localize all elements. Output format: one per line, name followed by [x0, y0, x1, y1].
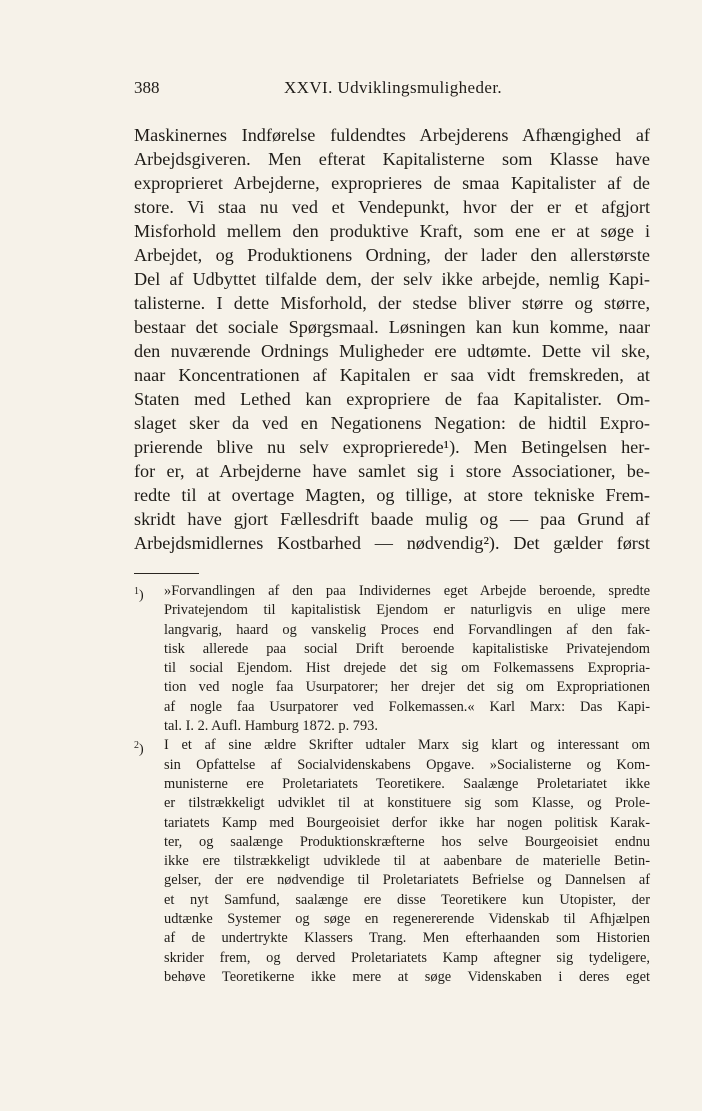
body-line: talisterne. I dette Misforhold, der stedse bliver større og større,	[134, 293, 650, 313]
footnote-line: munisterne ere Proletariatets Teoretikere. Saalænge Proletariatet ikke	[164, 775, 650, 792]
body-line: naar Koncentrationen af Kapitalen er saa vidt fremskreden, at	[134, 365, 650, 385]
footnote	[134, 582, 650, 736]
footnote-line: »Forvandlingen af den paa Individernes eget Arbejde beroende, spredte	[164, 583, 650, 599]
footnote-line: er tilstrækkeligt udviklet til at konstituere sig som Klasse, og Prole-	[164, 795, 650, 812]
footnote-number: 1	[134, 586, 139, 597]
body-line: Maskinernes Indførelse fuldendtes Arbejderens Afhængighed af	[134, 125, 650, 145]
body-line: store. Vi staa nu ved et Vendepunkt, hvor der er et afgjort	[134, 197, 650, 217]
body-line: for er, at Arbejderne have samlet sig i store Associationer, be-	[134, 461, 650, 481]
footnote-line: et nyt Samfund, saalænge ere disse Teoretikere kun Utopister, der	[164, 891, 650, 908]
footnote-line: tisk allerede paa social Drift beroende kapitalistiske Privatejendom	[164, 640, 650, 657]
footnote-line: udtænke Systemer og søge en regenererende Videnskab til Afhjælpen	[164, 911, 650, 928]
footnote-line: af nogle faa Usurpatorer ved Folkemassen.« Karl Marx: Das Kapi-	[164, 698, 650, 715]
footnote-marker: $^1$)	[134, 586, 144, 603]
footnote-line: Privatejendom til kapitalistisk Ejendom er naturligvis en ulige mere	[164, 602, 650, 619]
footnote-line: behøve Teoretikerne ikke mere at søge Videnskaben i deres eget	[164, 968, 650, 985]
footnote-line: ter, og saalænge Produktionskræfterne hos selve Bourgeoisiet endnu	[164, 833, 650, 850]
footnote-line: tal. I. 2. Aufl. Hamburg 1872. p. 793.	[164, 718, 378, 735]
body-line: prierende blive nu selv exproprierede¹). Men Betingelsen her-	[134, 437, 650, 457]
footnote-line: skrider frem, og derved Proletariatets Kamp aftegner sig tydeligere,	[164, 949, 650, 966]
body-line: Del af Udbyttet tilfalde dem, der selv ikke arbejde, nemlig Kapi-	[134, 269, 650, 289]
footnote-line: I et af sine ældre Skrifter udtaler Marx sig klart og interessant om	[164, 737, 650, 754]
body-line: Arbejdsgiveren. Men efterat Kapitalisterne som Klasse have	[134, 149, 650, 169]
footnote-line: langvarig, haard og vanskelig Proces end Forvandlingen af den fak-	[164, 621, 650, 638]
footnote-line: tion ved nogle faa Usurpatorer; her drejer det sig om Expropriationen	[164, 679, 650, 696]
footnote-line: sin Opfattelse af Socialvidenskabens Opgave. »Socialisterne og Kom-	[164, 756, 650, 773]
body-line: Misforhold mellem den produktive Kraft, som ene er at søge i	[134, 221, 650, 241]
footnote-line: gelser, der ere nødvendige til Proletariatets Befrielse og Dannelsen af	[164, 872, 650, 889]
body-line: bestaar det sociale Spørgsmaal. Løsningen kan kun komme, naar	[134, 317, 650, 337]
footnote-rule	[134, 573, 199, 574]
page-number: 388	[134, 78, 160, 97]
footnote-marker: $^2$)	[134, 740, 144, 758]
body-line: slaget sker da ved en Negationens Negation: de hidtil Expro-	[134, 413, 650, 433]
footnote	[134, 736, 650, 987]
page-header	[134, 78, 650, 100]
footnote-line: til social Ejendom. Hist drejede det sig om Folkemassens Expropria-	[164, 660, 650, 677]
body-line: skridt have gjort Fællesdrift baade mulig og — paa Grund af	[134, 509, 650, 529]
body-text	[134, 123, 650, 555]
footnote-line: af de undertrykte Klassers Trang. Men efterhaanden som Historien	[164, 930, 650, 947]
body-line: Arbejdet, og Produktionens Ordning, der lader den allerstørste	[134, 245, 650, 265]
body-line: redte til at overtage Magten, og tillige, at store tekniske Frem-	[134, 485, 650, 505]
footnote-number: 2	[134, 740, 139, 752]
body-line: exproprieret Arbejderne, exproprieres de smaa Kapitalister af de	[134, 173, 650, 193]
footnote-line: tariatets Kamp med Bourgeoisiet derfor ikke har nogen politisk Karak-	[164, 814, 650, 831]
running-title: XXVI. Udviklingsmuligheder.	[284, 78, 503, 97]
body-line: Staten med Lethed kan expropriere de faa Kapitalister. Om-	[134, 389, 650, 409]
body-line: den nuværende Ordnings Muligheder ere udtømte. Dette vil ske,	[134, 341, 650, 361]
footnote-line: ikke ere tilstrækkeligt udviklede til at aabenbare de materielle Betin-	[164, 853, 650, 870]
footnotes	[134, 582, 650, 987]
body-line: Arbejdsmidlernes Kostbarhed — nødvendig²). Det gælder først	[134, 533, 650, 553]
